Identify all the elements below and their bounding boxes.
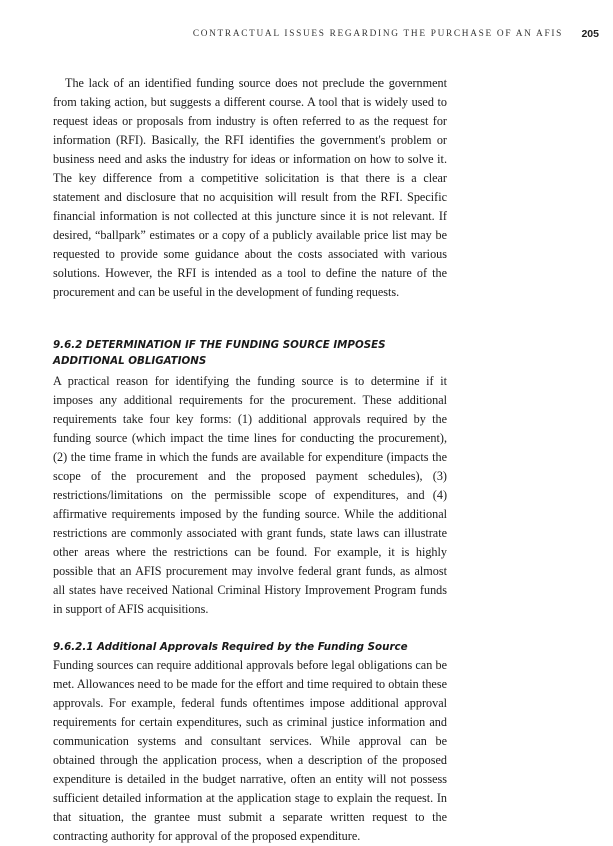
subsection-heading-9-6-2-1: 9.6.2.1 Additional Approvals Required by the Funding Source [53,641,408,653]
running-header-title: CONTRACTUAL ISSUES REGARDING THE PURCHASE OF AN AFIS [192,29,563,39]
body-paragraph-additional-approvals: Funding sources can require additional approvals before legal obligations can be met. Allowances need to be made for the effort and time required to obtain these approvals. For example, federal funds oftentimes impose additional approval requirements for certain expenditures, such as criminal justice information and communication systems and consultant services. While approval can be obtained through the application process, when a description of the proposed expenditure is detailed in the budget narrative, often an entity will not possess sufficient detailed information at the application stage to explain the request. In that situation, the grantee must submit a separate written request to the contracting authority for approval of the proposed expenditure. [53,658,447,843]
page-body [53,74,447,846]
section-heading-9-6-2: 9.6.2 DETERMINATION IF THE FUNDING SOURCE IMPOSES ADDITIONAL OBLIGATIONS [53,339,386,367]
running-header [0,27,613,41]
body-paragraph-additional-requirements: A practical reason for identifying the funding source is to determine if it imposes any additional requirements for the procurement. These additional requirements take four key forms: (1) additional approvals required by the funding source (which impact the time lines for conducting the procurement), (2) the time frame in which the funds are available for expenditure (impacts the scope of the procurement and the proposed payment schedules), (3) restrictions/limitations on the permissible scope of expenditures, and (4) affirmative requirements imposed by the funding source. While the additional restrictions are commonly associated with grant funds, state laws can illustrate other areas where the restrictions can be found. For example, it is highly possible that an AFIS procurement may involve federal grant funds, as almost all states have received National Criminal History Improvement Program funds in support of AFIS acquisitions. [53,374,447,616]
body-paragraph-rfi: The lack of an identified funding source does not preclude the government from taking action, but suggests a different course. A tool that is widely used to request ideas or proposals from industry is often referred to as the request for information (RFI). Basically, the RFI identifies the government's problem or business need and asks the industry for ideas or information on how to solve it. The key difference from a competitive solicitation is that there is a clear statement and disclosure that no acquisition will result from the RFI. Specific financial information is not collected at this juncture since it is not relevant. If desired, “ballpark” estimates or a copy of a publicly available price list may be requested to provide some guidance about the costs associated with various solutions. However, the RFI is intended as a tool to define the nature of the procurement and can be useful in the development of funding requests. [53,76,447,299]
page-number: 205 [581,28,599,40]
